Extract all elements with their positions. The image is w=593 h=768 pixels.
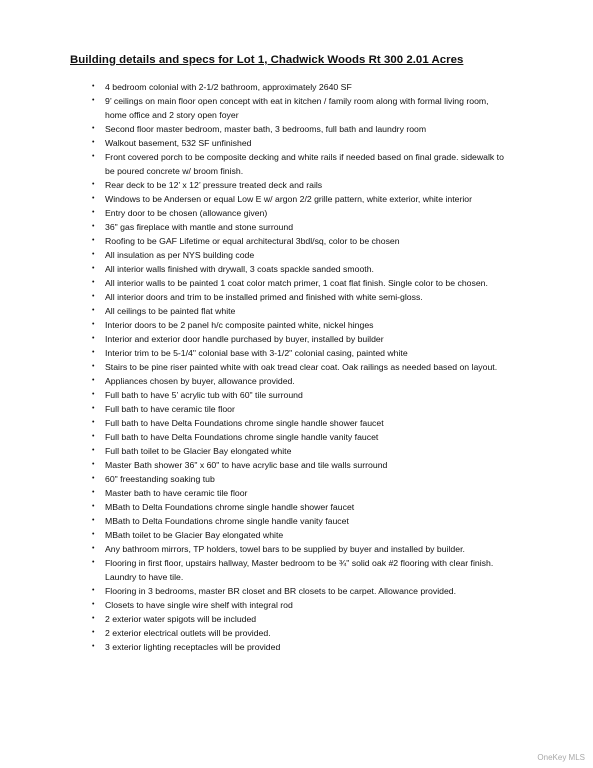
bullet-icon: • xyxy=(92,265,95,272)
list-item xyxy=(0,276,505,290)
bullet-icon: • xyxy=(92,475,95,482)
bullet-icon: • xyxy=(92,559,95,566)
bullet-icon: • xyxy=(92,349,95,356)
bullet-icon: • xyxy=(92,223,95,230)
bullet-icon: • xyxy=(92,601,95,608)
list-item xyxy=(0,220,505,234)
list-item xyxy=(0,192,505,206)
bullet-icon: • xyxy=(92,139,95,146)
list-item xyxy=(0,318,505,332)
list-item xyxy=(0,626,505,640)
bullet-icon: • xyxy=(92,489,95,496)
bullet-icon: • xyxy=(92,433,95,440)
bullet-icon: • xyxy=(92,615,95,622)
list-item-text: Windows to be Andersen or equal Low E w/ argon 2/2 grille pattern, white exterior, white interior xyxy=(105,194,472,204)
list-item-text: Flooring in first floor, upstairs hallway, Master bedroom to be ¾" solid oak #2 flooring with clear finish. Laundry to have tile. xyxy=(105,558,494,582)
list-item-text: Front covered porch to be composite decking and white rails if needed based on final grade. sidewalk to be poured concrete w/ broom finish. xyxy=(105,152,504,176)
list-item xyxy=(0,122,505,136)
document-title: Building details and specs for Lot 1, Chadwick Woods Rt 300 2.01 Acres xyxy=(70,54,464,66)
list-item-text: MBath to Delta Foundations chrome single handle vanity faucet xyxy=(105,516,349,526)
bullet-icon: • xyxy=(92,321,95,328)
list-item xyxy=(0,416,505,430)
list-item xyxy=(0,640,505,654)
bullet-icon: • xyxy=(92,447,95,454)
list-item xyxy=(0,80,505,94)
bullet-icon: • xyxy=(92,125,95,132)
list-item-text: All ceilings to be painted flat white xyxy=(105,306,236,316)
list-item-text: Flooring in 3 bedrooms, master BR closet and BR closets to be carpet. Allowance provided. xyxy=(105,586,457,596)
list-item-text: Appliances chosen by buyer, allowance provided. xyxy=(105,376,295,386)
bullet-icon: • xyxy=(92,461,95,468)
bullet-icon: • xyxy=(92,181,95,188)
list-item-text: Closets to have single wire shelf with integral rod xyxy=(105,600,293,610)
watermark: OneKey MLS xyxy=(537,753,585,762)
list-item-text: All interior walls to be painted 1 coat color match primer, 1 coat flat finish. Single color to be chosen. xyxy=(105,278,488,288)
list-item xyxy=(0,612,505,626)
list-item-text: 9’ ceilings on main floor open concept with eat in kitchen / family room along with formal living room, home office and 2 story open foyer xyxy=(105,96,489,120)
list-item-text: MBath toilet to be Glacier Bay elongated white xyxy=(105,530,284,540)
list-item-text: 4 bedroom colonial with 2-1/2 bathroom, approximately 2640 SF xyxy=(105,82,352,92)
list-item-text: Any bathroom mirrors, TP holders, towel bars to be supplied by buyer and installed by builder. xyxy=(105,544,465,554)
list-item xyxy=(0,248,505,262)
bullet-icon: • xyxy=(92,237,95,244)
list-item-text: All insulation as per NYS building code xyxy=(105,250,255,260)
bullet-icon: • xyxy=(92,335,95,342)
list-item-text: Stairs to be pine riser painted white with oak tread clear coat. Oak railings as needed based on layout. xyxy=(105,362,498,372)
bullet-icon: • xyxy=(92,153,95,160)
bullet-icon: • xyxy=(92,587,95,594)
bullet-icon: • xyxy=(92,643,95,650)
spec-list xyxy=(0,80,593,654)
list-item xyxy=(0,430,505,444)
bullet-icon: • xyxy=(92,405,95,412)
list-item xyxy=(0,360,505,374)
list-item xyxy=(0,542,505,556)
list-item-text: 2 exterior water spigots will be included xyxy=(105,614,257,624)
list-item xyxy=(0,458,505,472)
list-item-text: Walkout basement, 532 SF unfinished xyxy=(105,138,252,148)
bullet-icon: • xyxy=(92,517,95,524)
list-item-text: Full bath to have Delta Foundations chrome single handle vanity faucet xyxy=(105,432,379,442)
list-item xyxy=(0,472,505,486)
list-item-text: 60" freestanding soaking tub xyxy=(105,474,215,484)
list-item-text: Full bath to have Delta Foundations chrome single handle shower faucet xyxy=(105,418,384,428)
list-item xyxy=(0,486,505,500)
bullet-icon: • xyxy=(92,97,95,104)
list-item xyxy=(0,374,505,388)
bullet-icon: • xyxy=(92,209,95,216)
list-item xyxy=(0,290,505,304)
list-item xyxy=(0,402,505,416)
list-item xyxy=(0,500,505,514)
list-item-text: Roofing to be GAF Lifetime or equal architectural 3bdl/sq, color to be chosen xyxy=(105,236,400,246)
bullet-icon: • xyxy=(92,83,95,90)
bullet-icon: • xyxy=(92,363,95,370)
list-item xyxy=(0,178,505,192)
list-item xyxy=(0,598,505,612)
list-item xyxy=(0,332,505,346)
list-item-text: All interior doors and trim to be installed primed and finished with white semi-gloss. xyxy=(105,292,423,302)
list-item-text: Rear deck to be 12’ x 12’ pressure treated deck and rails xyxy=(105,180,323,190)
list-item xyxy=(0,262,505,276)
list-item xyxy=(0,304,505,318)
list-item xyxy=(0,584,505,598)
list-item-text: Full bath to have 5’ acrylic tub with 60" tile surround xyxy=(105,390,303,400)
list-item-text: All interior walls finished with drywall, 3 coats spackle sanded smooth. xyxy=(105,264,374,274)
list-item-text: MBath to Delta Foundations chrome single handle shower faucet xyxy=(105,502,355,512)
list-item xyxy=(0,388,505,402)
list-item xyxy=(0,136,505,150)
list-item xyxy=(0,514,505,528)
list-item-text: Interior and exterior door handle purchased by buyer, installed by builder xyxy=(105,334,384,344)
list-item xyxy=(0,528,505,542)
list-item-text: Interior trim to be 5-1/4" colonial base with 3-1/2" colonial casing, painted white xyxy=(105,348,408,358)
list-item-text: Full bath to have ceramic tile floor xyxy=(105,404,235,414)
list-item xyxy=(0,556,505,584)
bullet-icon: • xyxy=(92,377,95,384)
bullet-icon: • xyxy=(92,195,95,202)
list-item-text: 36" gas fireplace with mantle and stone surround xyxy=(105,222,294,232)
bullet-icon: • xyxy=(92,531,95,538)
list-item-text: 2 exterior electrical outlets will be provided. xyxy=(105,628,271,638)
bullet-icon: • xyxy=(92,419,95,426)
bullet-icon: • xyxy=(92,545,95,552)
bullet-icon: • xyxy=(92,279,95,286)
bullet-icon: • xyxy=(92,307,95,314)
list-item-text: Full bath toilet to be Glacier Bay elongated white xyxy=(105,446,292,456)
list-item xyxy=(0,150,505,178)
bullet-icon: • xyxy=(92,293,95,300)
list-item xyxy=(0,206,505,220)
list-item xyxy=(0,346,505,360)
bullet-icon: • xyxy=(92,503,95,510)
list-item xyxy=(0,234,505,248)
list-item xyxy=(0,444,505,458)
bullet-icon: • xyxy=(92,629,95,636)
list-item-text: 3 exterior lighting receptacles will be provided xyxy=(105,642,281,652)
list-item-text: Interior doors to be 2 panel h/c composite painted white, nickel hinges xyxy=(105,320,374,330)
list-item-text: Master Bath shower 36" x 60" to have acrylic base and tile walls surround xyxy=(105,460,388,470)
bullet-icon: • xyxy=(92,251,95,258)
list-item xyxy=(0,94,505,122)
list-item-text: Second floor master bedroom, master bath, 3 bedrooms, full bath and laundry room xyxy=(105,124,427,134)
list-item-text: Master bath to have ceramic tile floor xyxy=(105,488,248,498)
list-item-text: Entry door to be chosen (allowance given) xyxy=(105,208,268,218)
bullet-icon: • xyxy=(92,391,95,398)
